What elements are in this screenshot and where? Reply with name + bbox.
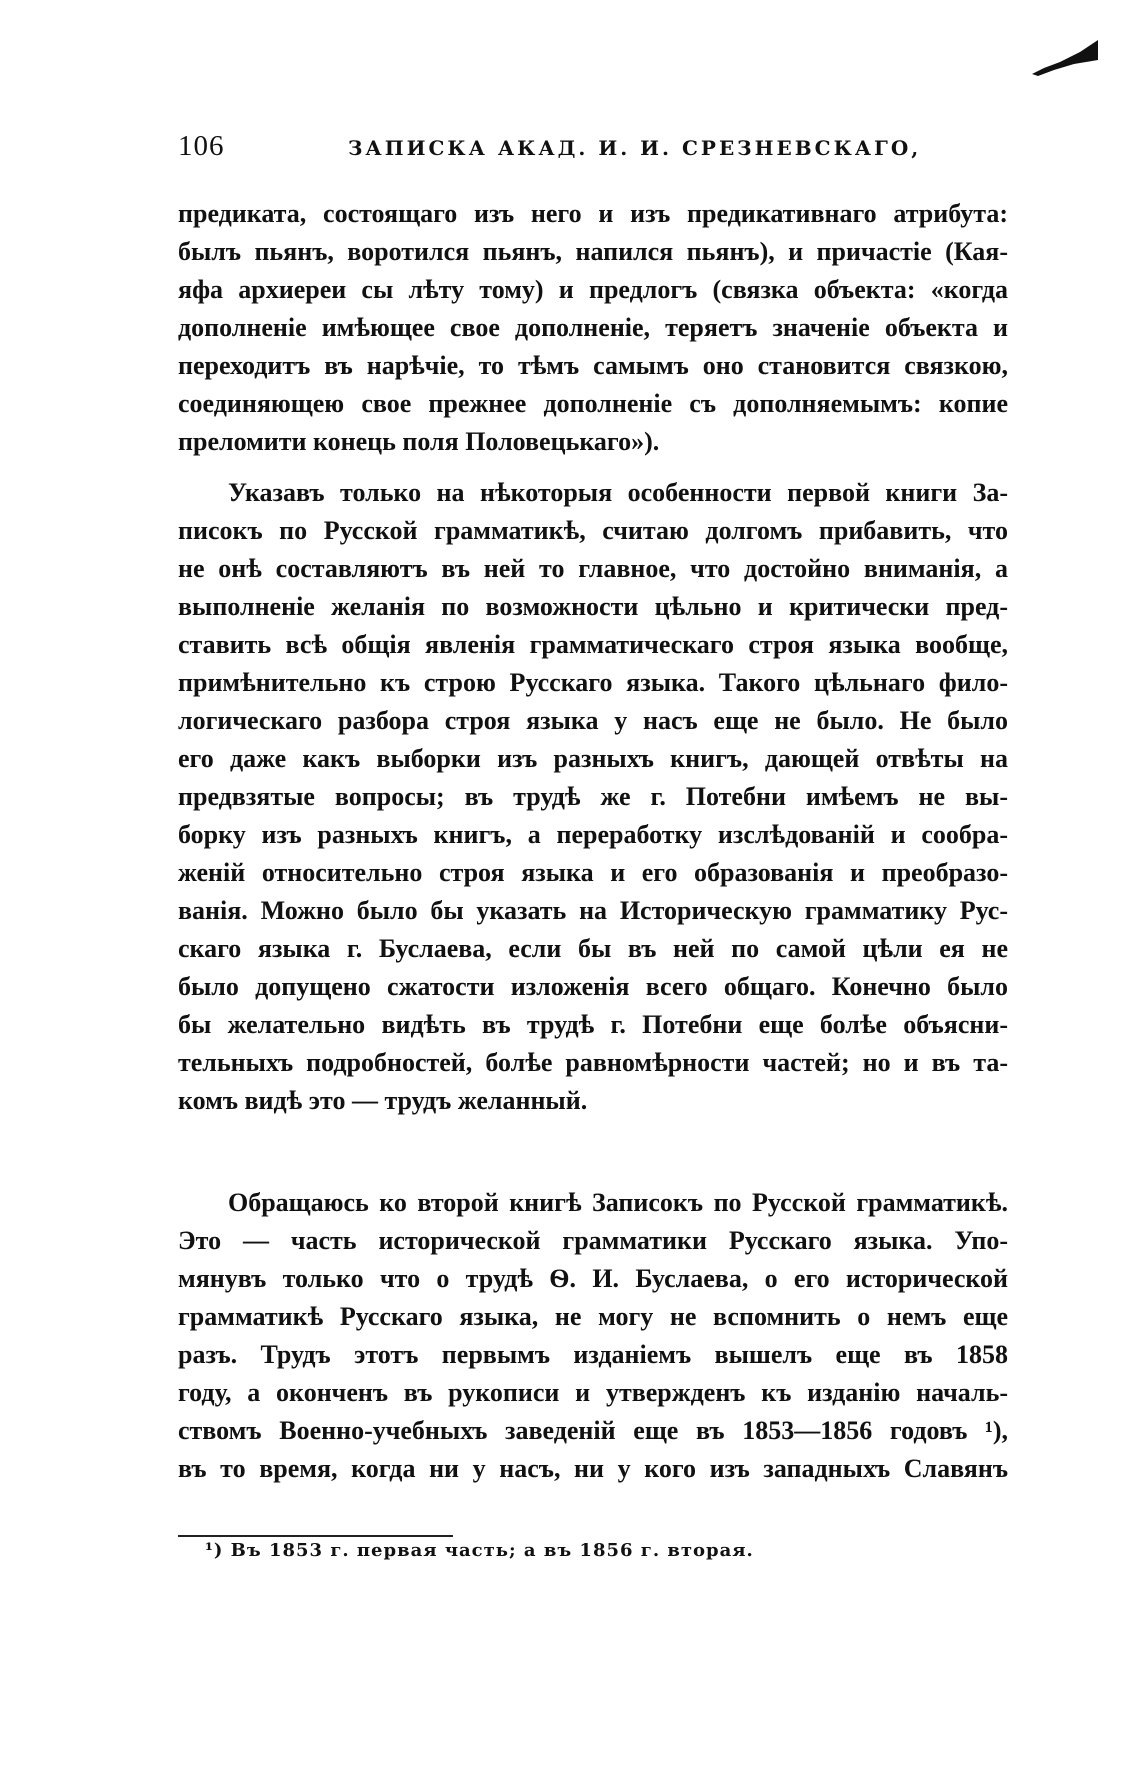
text-line: ствомъ Военно-учебныхъ заведеній еще въ 1853—1856 годовъ ¹), (178, 1416, 1008, 1445)
text-line: разъ. Трудъ этотъ первымъ изданіемъ вышелъ еще въ 1858 (178, 1340, 1008, 1369)
text-line: выполненіе желанія по возможности цѣльно и критически пред- (178, 592, 1008, 621)
text-line: его даже какъ выборки изъ разныхъ книгъ, дающей отвѣты на (178, 744, 1008, 773)
text-line: скаго языка г. Буслаева, если бы въ ней по самой цѣли ея не (178, 934, 1008, 963)
paragraph-continuation (178, 195, 1008, 461)
text-line: Обращаюсь ко второй книгѣ Записокъ по Русской грамматикѣ. (228, 1188, 1008, 1217)
footnote: ¹) Въ 1853 г. первая часть; а въ 1856 г. вторая. (205, 1540, 754, 1561)
text-line: былъ пьянъ, воротился пьянъ, напился пьянъ), и причастіе (Кая- (178, 237, 1008, 266)
text-line: Указавъ только на нѣкоторыя особенности первой книги За- (228, 478, 1008, 507)
footnote-divider (178, 1535, 453, 1537)
text-line: грамматикѣ Русскаго языка, не могу не вспомнить о немъ еще (178, 1302, 1008, 1331)
text-line: мянувъ только что о трудѣ Ѳ. И. Буслаева, о его исторической (178, 1264, 1008, 1293)
text-line: Это — часть исторической грамматики Русскаго языка. Упо- (178, 1226, 1008, 1255)
text-line: борку изъ разныхъ книгъ, а переработку изслѣдованій и сообра- (178, 820, 1008, 849)
running-head (178, 130, 1008, 164)
text-line: писокъ по Русской грамматикѣ, считаю долгомъ прибавить, что (178, 516, 1008, 545)
text-line: въ то время, когда ни у насъ, ни у кого изъ западныхъ Славянъ (178, 1454, 1008, 1483)
running-title: ЗАПИСКА АКАД. И. И. СРЕЗНЕВСКАГО, (348, 136, 922, 160)
page-number: 106 (178, 130, 225, 162)
paragraph-second (178, 474, 1008, 1120)
text-line: бы желательно видѣть въ трудѣ г. Потебни еще болѣе объясни- (178, 1010, 1008, 1039)
text-line: логическаго разбора строя языка у насъ еще не было. Не было (178, 706, 1008, 735)
torn-corner-mark (1030, 38, 1100, 78)
text-line: переходитъ въ нарѣчіе, то тѣмъ самымъ оно становится связкою, (178, 351, 1008, 380)
text-line: предвзятые вопросы; въ трудѣ же г. Потебни имѣемъ не вы- (178, 782, 1008, 811)
text-line: дополненіе имѣющее свое дополненіе, теряетъ значеніе объекта и (178, 313, 1008, 342)
text-line: не онѣ составляютъ въ ней то главное, что достойно вниманія, а (178, 554, 1008, 583)
text-line: ставить всѣ общія явленія грамматическаго строя языка вообще, (178, 630, 1008, 659)
text-line: комъ видѣ это — трудъ желанный. (178, 1086, 588, 1115)
text-line: году, а оконченъ въ рукописи и утвержденъ къ изданію началь- (178, 1378, 1008, 1407)
text-line: ванія. Можно было бы указать на Историческую грамматику Рус- (178, 896, 1008, 925)
text-line: преломити конець поля Половецькаго»). (178, 427, 660, 456)
text-line: яфа архиереи сы лѣту тому) и предлогъ (связка объекта: «когда (178, 275, 1008, 304)
text-line: соединяющею свое прежнее дополненіе съ дополняемымъ: копие (178, 389, 1008, 418)
text-line: тельныхъ подробностей, болѣе равномѣрности частей; но и въ та- (178, 1048, 1008, 1077)
text-line: женій относительно строя языка и его образованія и преобразо- (178, 858, 1008, 887)
text-line: было допущено сжатости изложенія всего общаго. Конечно было (178, 972, 1008, 1001)
text-line: примѣнительно къ строю Русскаго языка. Такого цѣльнаго фило- (178, 668, 1008, 697)
paragraph-third (178, 1184, 1008, 1488)
text-line: предиката, состоящаго изъ него и изъ предикативнаго атрибута: (178, 199, 1008, 228)
